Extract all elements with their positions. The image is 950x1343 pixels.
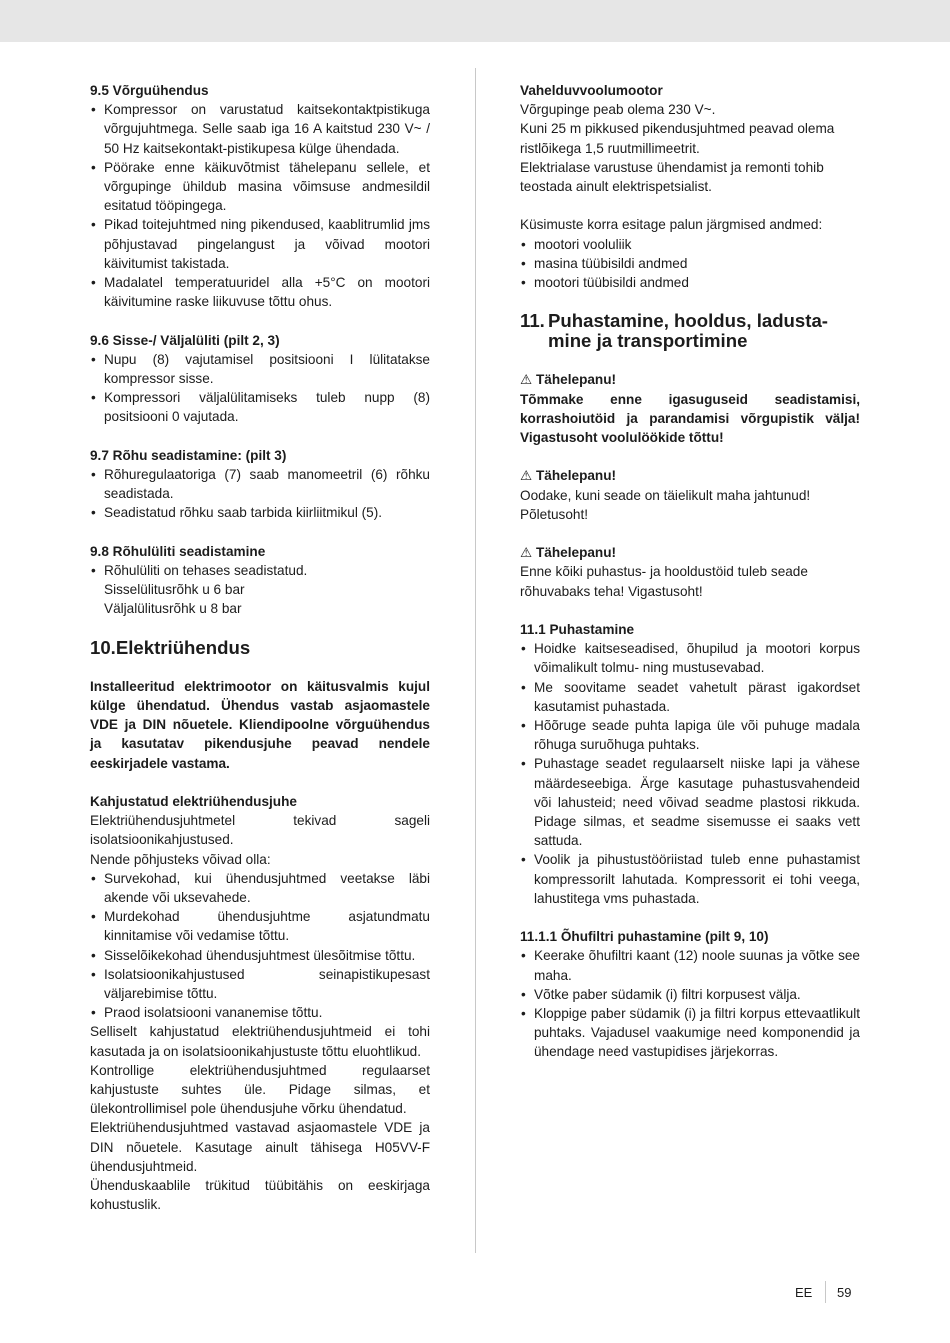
section-heading: Kahjustatud elektriühendusjuhe: [90, 794, 297, 810]
paragraph: Võrgupinge peab olema 230 V~.: [520, 102, 716, 118]
list-item: • Pöörake enne käikuvõtmist tähelepanu sellele, et võrgupinge ühildub masina võimsuse andmesildil esitatud tööpingega.: [90, 158, 430, 216]
paragraph: Küsimuste korra esitage palun järgmised andmed:: [520, 217, 823, 233]
list-item: • Voolik ja pihustustööriistad tuleb enne puhastamist kompressorilt lahutada. Kompressorit ei tohi veega, lahustitega vms puhastada.: [520, 850, 860, 908]
section-heading: 9.7 Rõhu seadistamine: (pilt 3): [90, 447, 287, 463]
page-number: 59: [837, 1285, 852, 1300]
paragraph: Kontrollige elektriühendusjuhtmed regulaarset kahjustuste suhtes üle. Pidage silmas, et ülekontrollimisel pole ühendusjuhe võrku ühendatud.: [90, 1062, 430, 1117]
warning-triangle-icon: ⚠: [520, 372, 533, 388]
list-item: • Madalatel temperatuuridel alla +5°C on mootori käivitumine raske liikuvuse tõttu ohus.: [90, 273, 430, 311]
list-item: • Hoidke kaitseseadised, õhupilud ja mootori korpus võimalikult tolmu- ning mustusevabad.: [520, 639, 860, 677]
section-11-1-1: [520, 927, 860, 1061]
section-9-5: [90, 81, 430, 311]
right-column: [520, 81, 860, 1062]
bullet-list: [90, 465, 430, 523]
inquiry-section: [520, 215, 860, 292]
bullet-list: [520, 639, 860, 908]
warning-title: [520, 370, 860, 389]
warning-2: [520, 466, 860, 524]
list-item: • Me soovitame seadet vahetult pärast igakordset kasutamist puhastada.: [520, 678, 860, 716]
list-item: [90, 561, 430, 619]
paragraph: Ühenduskaablile trükitud tüübitähis on eeskirjaga kohustuslik.: [90, 1178, 430, 1213]
paragraph: Selliselt kahjustatud elektriühendusjuhtmeid ei tohi kasutada ja on isolatsioonikahjustuste tõttu eluohtlikud.: [90, 1024, 430, 1059]
list-item: • mootori tüübisildi andmed: [520, 273, 860, 292]
chapter-title-line-1: Puhastamine, hooldus, ladusta-: [548, 310, 828, 332]
intro-paragraph: Installeeritud elektrimootor on käitusvalmis kujul külge ühendatud. Ühendus vastab asjaomastele VDE ja DIN nõuetele. Kliendipoolne võrguühendus ja kasutatav pikendusjuhe peavad nendele eeskirjadele vastama.: [90, 678, 430, 771]
bullet-list: [90, 869, 430, 1023]
damaged-cable-section: [90, 792, 430, 1214]
warning-text: Enne kõiki puhastus- ja hooldustöid tuleb seade rõhuvabaks teha! Vigastusoht!: [520, 564, 808, 599]
pressure-off-line: Väljalülitusrõhk u 8 bar: [104, 601, 242, 617]
list-item: • Seadistatud rõhku saab tarbida kiirliitmikul (5).: [90, 503, 430, 522]
paragraph: Nende põhjusteks võivad olla:: [90, 851, 271, 867]
list-item: • Nupu (8) vajutamisel positsiooni I lülitatakse kompressor sisse.: [90, 350, 430, 388]
section-9-6: [90, 331, 430, 427]
list-item: • Kompressori väljalülitamiseks tuleb nupp (8) positsiooni 0 vajutada.: [90, 388, 430, 426]
bullet-list: [520, 946, 860, 1061]
warning-label: Tähelepanu!: [536, 468, 617, 484]
warning-triangle-icon: ⚠: [520, 468, 533, 484]
warning-triangle-icon: ⚠: [520, 545, 533, 561]
section-heading: 9.5 Võrguühendus: [90, 83, 209, 98]
electrical-intro: [90, 677, 430, 773]
warning-title: [520, 543, 860, 562]
paragraph: Elektrialase varustuse ühendamist ja remonti tohib teostada ainult elektrispetsialist.: [520, 159, 824, 195]
section-11-1: [520, 620, 860, 908]
section-9-7: [90, 446, 430, 523]
warning-label: Tähelepanu!: [536, 545, 617, 561]
chapter-11-heading: [520, 311, 860, 351]
section-9-8: [90, 542, 430, 619]
list-item: • Keerake õhufiltri kaant (12) noole suunas ja võtke see maha.: [520, 946, 860, 984]
list-item-text: Rõhulüliti on tehases seadistatud.: [104, 563, 308, 579]
list-item: • Survekohad, kui ühendusjuhtmed veetakse läbi akende või uksevahede.: [90, 869, 430, 907]
top-bar: [0, 0, 950, 42]
section-heading: Vahelduvvoolumootor: [520, 83, 663, 98]
list-item: • Murdekohad ühendusjuhtme asjatundmatu kinnitamise või vedamise tõttu.: [90, 907, 430, 945]
chapter-10-heading: [90, 638, 430, 658]
list-item: • masina tüübisildi andmed: [520, 254, 860, 273]
list-item: • Hõõruge seade puhta lapiga üle või puhuge madala rõhuga suruõhuga puhtaks.: [520, 716, 860, 754]
section-heading: 9.8 Rõhulüliti seadistamine: [90, 543, 266, 559]
ac-motor-section: [520, 81, 860, 196]
chapter-number: 11.: [520, 310, 545, 332]
list-item: • Praod isolatsiooni vananemise tõttu.: [90, 1003, 430, 1022]
bullet-list: [520, 235, 860, 293]
section-heading: 11.1 Puhastamine: [520, 622, 635, 637]
section-heading: 9.6 Sisse-/ Väljalüliti (pilt 2, 3): [90, 332, 280, 348]
bullet-list: [90, 350, 430, 427]
paragraph: Elektriühendusjuhtmetel tekivad sageli isolatsioonikahjustused.: [90, 813, 430, 848]
list-item: • Sisselõikekohad ühendusjuhtmest ülesõitmise tõttu.: [90, 946, 430, 965]
footer-divider: [825, 1281, 826, 1303]
list-item: • Võtke paber südamik (i) filtri korpusest välja.: [520, 985, 860, 1004]
bullet-list: [90, 561, 430, 619]
list-item: • Kloppige paber südamik (i) ja filtri korpus ettevaatlikult puhtaks. Vajadusel vaakumige need komponendid ja ühendage need vastupidises järjekorras.: [520, 1004, 860, 1062]
list-item: • Kompressor on varustatud kaitsekontaktpistikuga võrgujuhtmega. Selle saab iga 16 A kaitstud 230 V~ / 50 Hz kaitsekontakt-pistikupesa külge ühendada.: [90, 100, 430, 158]
chapter-number: 10.: [90, 636, 116, 658]
warning-3: [520, 543, 860, 601]
list-item: • mootori vooluliik: [520, 235, 860, 254]
chapter-title: Elektriühendus: [115, 636, 251, 658]
language-code: EE: [795, 1285, 813, 1300]
column-divider: [475, 68, 476, 1253]
warning-1: [520, 370, 860, 447]
pressure-on-line: Sisselülitusrõhk u 6 bar: [104, 582, 245, 598]
paragraph: Kuni 25 m pikkused pikendusjuhtmed peavad olema ristlõikega 1,5 ruutmillimeetrit.: [520, 121, 835, 156]
left-column: [90, 81, 430, 1215]
list-item: • Puhastage seadet regulaarselt niiske lapi ja vähese määrdeseebiga. Ärge kasutage puhastusvahendeid või lahusteid; need võivad seadme plastosi rikkuda. Pidage silmas, et seadme sisemusse ei saaks vett sattuda.: [520, 754, 860, 850]
section-heading: 11.1.1 Õhufiltri puhastamine (pilt 9, 10): [520, 929, 769, 945]
list-item: • Pikad toitejuhtmed ning pikendused, kaablitrumlid jms põhjustavad pingelangust ja võivad mootori käivitumist takistada.: [90, 215, 430, 273]
list-item: • Rõhuregulaatoriga (7) saab manomeetril (6) rõhku seadistada.: [90, 465, 430, 503]
warning-title: [520, 466, 860, 485]
warning-label: Tähelepanu!: [536, 372, 617, 388]
list-item: • Isolatsioonikahjustused seinapistikupesast väljarebimise tõttu.: [90, 965, 430, 1003]
warning-text: Tõmmake enne igasuguseid seadistamisi, korrashoiutöid ja parandamisi võrgupistik välja! Vigastusoht voolulöökide tõttu!: [520, 391, 860, 446]
paragraph: Elektriühendusjuhtmed vastavad asjaomastele VDE ja DIN nõuetele. Kasutage ainult tähisega H05VV-F ühendusjuhtmeid.: [90, 1120, 430, 1174]
bullet-list: [90, 100, 430, 311]
chapter-title-line-2: mine ja transportimine: [548, 330, 748, 352]
warning-text: Oodake, kuni seade on täielikult maha jahtunud! Põletusoht!: [520, 487, 811, 522]
